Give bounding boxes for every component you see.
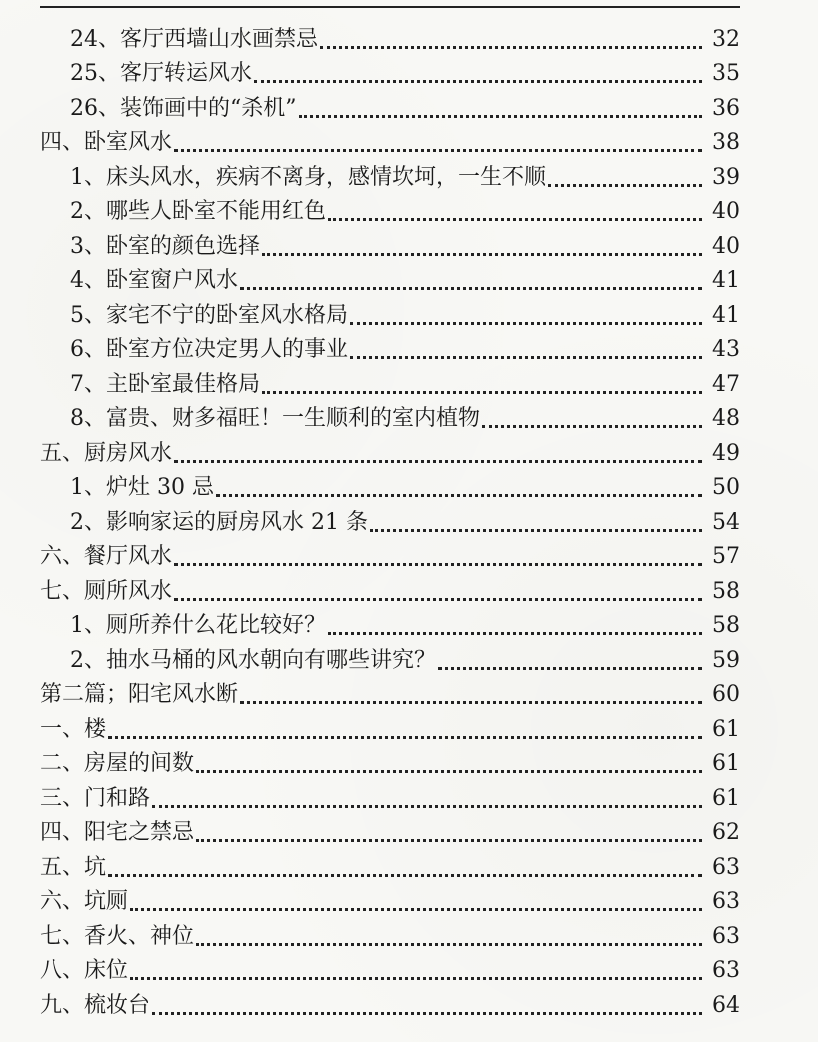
toc-entry-page-number: 40 [712, 199, 740, 224]
toc-entry [40, 712, 740, 747]
toc-entry-page-number: 43 [712, 337, 740, 362]
toc-entry-title: 八、床位 [40, 958, 129, 983]
dot-leader [196, 770, 702, 773]
toc-entry [40, 609, 740, 644]
dot-leader [328, 218, 702, 221]
toc-entry-page-number: 60 [712, 682, 740, 707]
toc-entry [40, 264, 740, 299]
toc-entry-page-number: 41 [712, 268, 740, 293]
toc-entry-page-number: 57 [712, 544, 740, 569]
toc-entry-title: 4、卧室窗户风水 [70, 268, 238, 293]
toc-entry [40, 678, 740, 713]
toc-entry-title: 2、抽水马桶的风水朝向有哪些讲究？ [70, 647, 436, 673]
toc-entry-title: 四、卧室风水 [40, 130, 173, 155]
toc-entry [40, 919, 740, 954]
toc-entry [40, 229, 740, 264]
toc-entry-title: 8、富贵、财多福旺！一生顺利的室内植物 [70, 406, 480, 431]
toc-entry-page-number: 63 [712, 958, 740, 983]
toc-entry-title: 24、客厅西墙山水画禁忌 [70, 26, 318, 52]
toc-entry [40, 367, 740, 402]
toc-entry [40, 850, 740, 885]
toc-entry [40, 22, 740, 57]
toc-entry-title: 2、哪些人卧室不能用红色 [70, 199, 326, 224]
toc-entry [40, 643, 740, 678]
dot-leader [328, 632, 702, 635]
toc-entry [40, 126, 740, 161]
toc-entry [40, 57, 740, 92]
toc-entry-title: 五、厨房风水 [40, 440, 173, 466]
toc-entry-page-number: 41 [712, 302, 740, 328]
toc-entry-title: 7、主卧室最佳格局 [70, 371, 260, 397]
dot-leader [370, 529, 702, 532]
toc-entry-title: 三、门和路 [40, 785, 151, 811]
toc-entry-page-number: 58 [712, 613, 740, 638]
toc-entry-page-number: 61 [712, 751, 740, 776]
toc-entry-title: 七、香火、神位 [40, 923, 195, 949]
toc-entry-page-number: 48 [712, 406, 740, 431]
toc-entry [40, 402, 740, 437]
dot-leader [174, 563, 702, 566]
toc-entry [40, 781, 740, 816]
toc-entry-page-number: 35 [712, 61, 740, 86]
dot-leader [152, 805, 702, 808]
toc-entry [40, 91, 740, 126]
toc-entry [40, 574, 740, 609]
toc-entry-page-number: 54 [712, 509, 740, 535]
dot-leader [240, 701, 702, 704]
toc-entry [40, 195, 740, 230]
toc-entry-page-number: 62 [712, 820, 740, 845]
dot-leader [438, 667, 702, 670]
toc-entry-page-number: 32 [712, 26, 740, 52]
dot-leader [548, 184, 702, 187]
table-of-contents [40, 22, 740, 1023]
toc-entry-page-number: 49 [712, 440, 740, 466]
toc-entry-page-number: 58 [712, 578, 740, 604]
toc-entry-page-number: 59 [712, 647, 740, 673]
toc-entry-title: 3、卧室的颜色选择 [70, 233, 260, 259]
dot-leader [152, 1012, 702, 1015]
toc-entry [40, 885, 740, 920]
toc-entry-title: 四、阳宅之禁忌 [40, 820, 195, 845]
toc-entry-title: 1、厕所养什么花比较好？ [70, 613, 326, 638]
dot-leader [262, 253, 702, 256]
toc-entry-page-number: 61 [712, 716, 740, 742]
toc-entry-title: 二、房屋的间数 [40, 751, 195, 776]
toc-entry-title: 1、床头风水，疾病不离身，感情坎坷，一生不顺 [70, 164, 546, 190]
dot-leader [174, 149, 702, 152]
toc-entry-page-number: 38 [712, 130, 740, 155]
toc-entry-title: 六、坑厕 [40, 889, 129, 914]
toc-entry [40, 988, 740, 1023]
toc-entry [40, 471, 740, 506]
toc-entry-page-number: 36 [712, 95, 740, 121]
toc-entry [40, 747, 740, 782]
toc-entry [40, 160, 740, 195]
dot-leader [108, 736, 702, 739]
toc-entry-page-number: 63 [712, 923, 740, 949]
toc-entry-page-number: 63 [712, 854, 740, 880]
toc-entry-title: 第二篇；阳宅风水断 [40, 682, 239, 707]
dot-leader [350, 356, 702, 359]
dot-leader [108, 874, 702, 877]
toc-entry-page-number: 50 [712, 475, 740, 500]
toc-entry-page-number: 47 [712, 371, 740, 397]
toc-entry-page-number: 61 [712, 785, 740, 811]
toc-entry [40, 333, 740, 368]
toc-entry-page-number: 64 [712, 992, 740, 1018]
toc-entry-title: 七、厕所风水 [40, 578, 173, 604]
toc-entry-page-number: 63 [712, 889, 740, 914]
dot-leader [196, 839, 702, 842]
toc-entry-title: 2、影响家运的厨房风水 21 条 [70, 509, 368, 535]
toc-entry [40, 540, 740, 575]
dot-leader [299, 115, 703, 118]
toc-entry-title: 25、客厅转运风水 [70, 61, 252, 86]
dot-leader [130, 977, 702, 980]
dot-leader [216, 494, 702, 497]
toc-entry [40, 436, 740, 471]
toc-entry [40, 954, 740, 989]
toc-entry [40, 298, 740, 333]
dot-leader [130, 908, 702, 911]
dot-leader [262, 391, 702, 394]
toc-entry-title: 九、梳妆台 [40, 992, 151, 1018]
toc-entry [40, 505, 740, 540]
dot-leader [174, 598, 702, 601]
dot-leader [350, 322, 702, 325]
toc-entry-title: 26、装饰画中的“杀机” [70, 95, 297, 121]
toc-entry-title: 1、炉灶 30 忌 [70, 475, 214, 500]
dot-leader [174, 460, 702, 463]
toc-entry-page-number: 39 [712, 164, 740, 190]
top-rule [40, 6, 740, 8]
dot-leader [320, 46, 702, 49]
dot-leader [482, 425, 702, 428]
toc-entry-title: 5、家宅不宁的卧室风水格局 [70, 302, 348, 328]
dot-leader [196, 943, 702, 946]
toc-entry-title: 6、卧室方位决定男人的事业 [70, 337, 348, 362]
toc-entry-title: 五、坑 [40, 854, 107, 880]
dot-leader [254, 80, 702, 83]
dot-leader [240, 287, 702, 290]
toc-entry [40, 816, 740, 851]
toc-entry-page-number: 40 [712, 233, 740, 259]
toc-entry-title: 六、餐厅风水 [40, 544, 173, 569]
toc-entry-title: 一、楼 [40, 716, 107, 742]
